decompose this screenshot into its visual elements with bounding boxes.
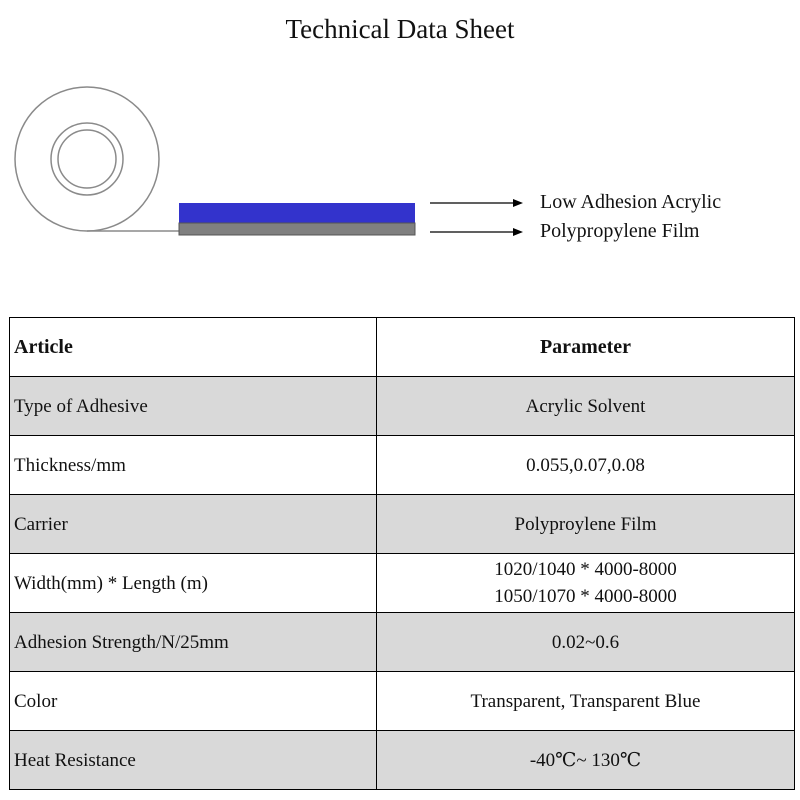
row-article-cell: Heat Resistance [10, 731, 377, 790]
adhesive-layer-label: Low Adhesion Acrylic [540, 191, 722, 213]
row-article-cell: Color [10, 672, 377, 731]
spec-table [9, 317, 795, 790]
table-row [10, 672, 795, 731]
row-parameter-cell [377, 731, 795, 790]
row-article-cell: Thickness/mm [10, 436, 377, 495]
parameter-value: Polyproylene Film [514, 513, 657, 535]
header-article: Article [10, 318, 377, 377]
parameter-value: Transparent, Transparent Blue [470, 690, 701, 712]
row-parameter-cell [377, 613, 795, 672]
row-parameter-cell [377, 672, 795, 731]
adhesive-layer [179, 203, 415, 223]
row-parameter-cell [377, 436, 795, 495]
table-row [10, 495, 795, 554]
film-layer-label: Polypropylene Film [540, 220, 700, 242]
table-row [10, 613, 795, 672]
parameter-value: 0.02~0.6 [551, 631, 620, 653]
tape-roll-core-inner [58, 130, 116, 188]
row-article-cell: Width(mm) * Length (m) [10, 554, 377, 613]
spec-table-body [10, 377, 795, 790]
table-row [10, 731, 795, 790]
header-parameter: Parameter [377, 318, 795, 377]
tape-structure-diagram [0, 75, 800, 255]
row-article-cell: Adhesion Strength/N/25mm [10, 613, 377, 672]
table-header-row [10, 318, 795, 377]
film-layer [179, 223, 415, 235]
row-parameter-cell [377, 495, 795, 554]
row-article-cell: Type of Adhesive [10, 377, 377, 436]
film-arrow-head [513, 228, 523, 236]
row-parameter-cell [377, 377, 795, 436]
parameter-value: 1050/1070 * 4000-8000 [494, 586, 677, 607]
table-row [10, 436, 795, 495]
parameter-value: Acrylic Solvent [525, 395, 646, 417]
adhesive-arrow-head [513, 199, 523, 207]
table-row [10, 377, 795, 436]
page-title: Technical Data Sheet [285, 14, 515, 44]
parameter-value: 1020/1040 * 4000-8000 [494, 559, 677, 580]
table-row [10, 554, 795, 613]
row-parameter-cell [377, 554, 795, 613]
parameter-value: -40℃~ 130℃ [529, 749, 642, 771]
parameter-value: 0.055,0.07,0.08 [526, 454, 645, 476]
row-article-cell: Carrier [10, 495, 377, 554]
